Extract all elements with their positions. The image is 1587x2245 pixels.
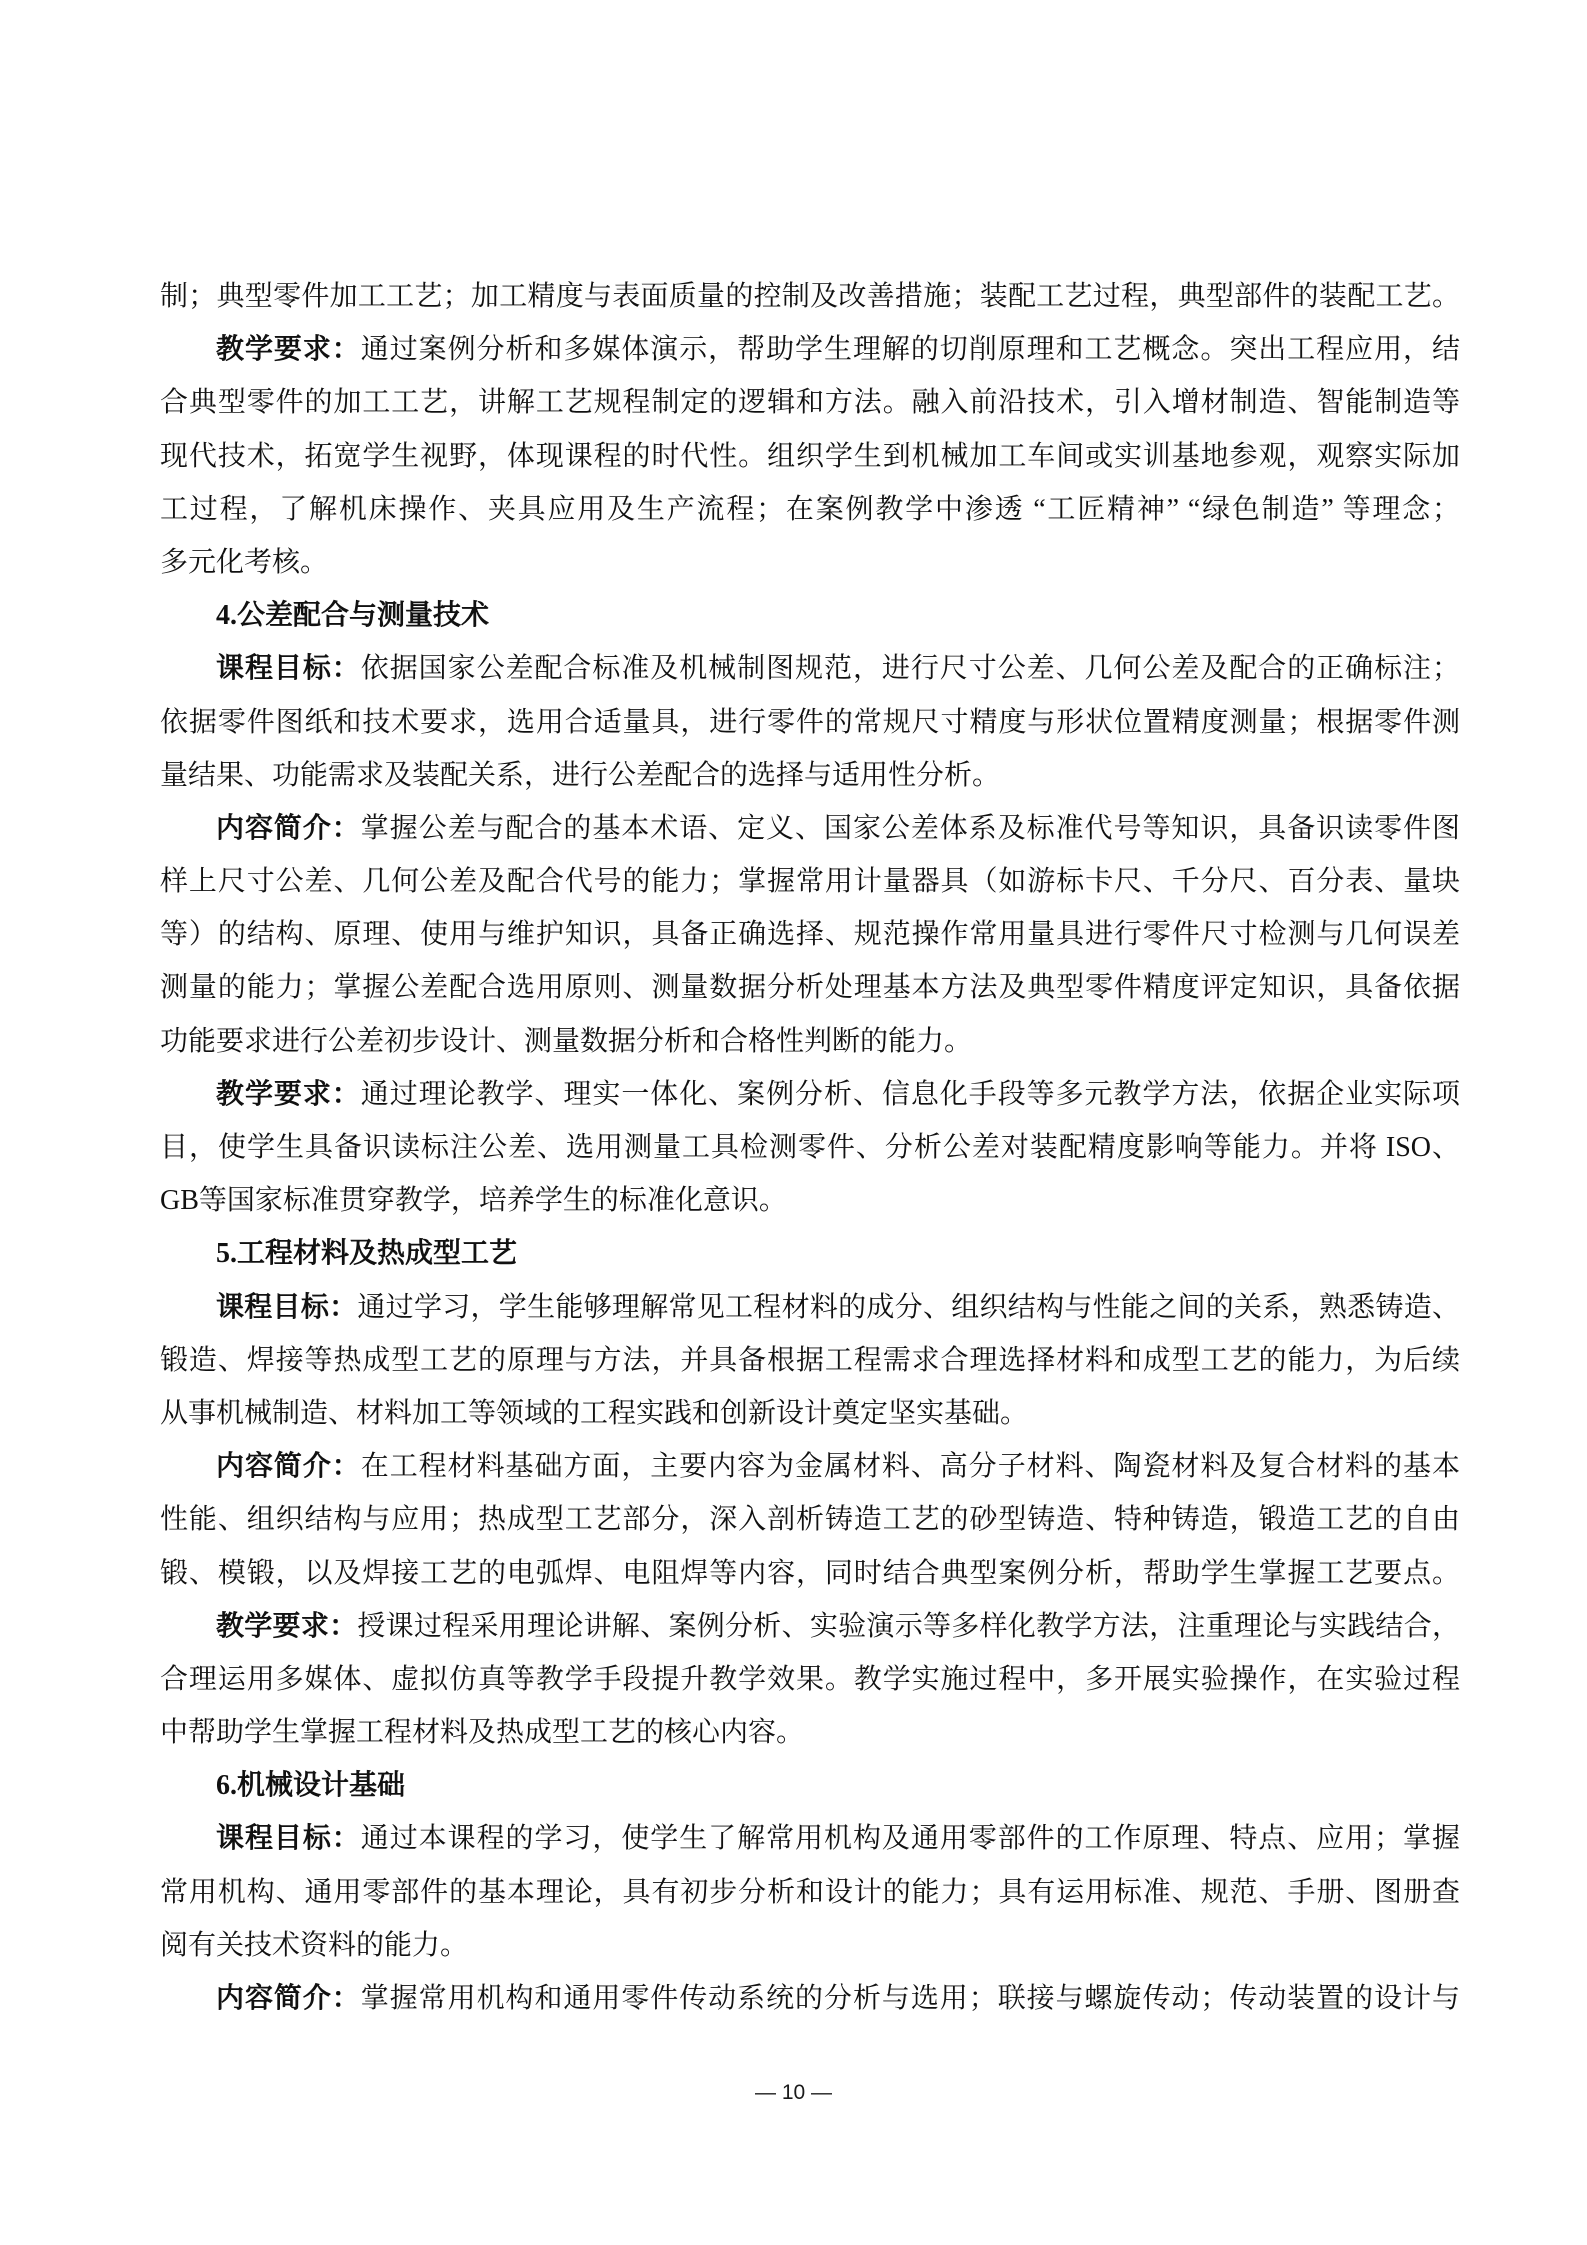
text-line: [160, 1174, 1460, 1227]
text-line: [160, 1972, 1460, 2025]
text-run: 锻造、焊接等热成型工艺的原理与方法，并具备根据工程需求合理选择材料和成型工艺的能力，为后续: [160, 1344, 1460, 1376]
text-line: [160, 1600, 1460, 1653]
text-run: 通过学习，学生能够理解常见工程材料的成分、组织结构与性能之间的关系，熟悉铸造、: [357, 1291, 1460, 1323]
text-line: [160, 1015, 1460, 1068]
text-line: [160, 1812, 1460, 1865]
text-run: 目，使学生具备识读标注公差、选用测量工具检测零件、分析公差对装配精度影响等能力。并将 ISO、: [160, 1132, 1460, 1163]
text-run: 工过程，了解机床操作、夹具应用及生产流程；在案例教学中渗透 “工匠精神” “绿色制造” 等理念；: [160, 493, 1460, 525]
text-line: [160, 1334, 1460, 1387]
bold-run: 教学要求：: [216, 1078, 361, 1110]
text-run: 功能要求进行公差初步设计、测量数据分析和合格性判断的能力。: [160, 1025, 973, 1057]
text-run: 性能、组织结构与应用；热成型工艺部分，深入剖析铸造工艺的砂型铸造、特种铸造，锻造工艺的自由: [160, 1504, 1460, 1536]
text-run: 常用机构、通用零部件的基本理论，具有初步分析和设计的能力；具有运用标准、规范、手册、图册查: [160, 1876, 1460, 1908]
text-line: [160, 1706, 1460, 1759]
text-run: 合典型零件的加工工艺，讲解工艺规程制定的逻辑和方法。融入前沿技术，引入增材制造、智能制造等: [160, 387, 1460, 419]
text-run: 在工程材料基础方面，主要内容为金属材料、高分子材料、陶瓷材料及复合材料的基本: [360, 1451, 1460, 1483]
page-number: — 10 —: [754, 2081, 833, 2104]
text-run: 多元化考核。: [160, 546, 329, 578]
text-line: [160, 1919, 1460, 1972]
bold-run: 教学要求：: [216, 334, 361, 366]
text-run: 合理运用多媒体、虚拟仿真等教学手段提升教学效果。教学实施过程中，多开展实验操作，在实验过程: [160, 1663, 1460, 1695]
text-run: 掌握常用机构和通用零件传动系统的分析与选用；联接与螺旋传动；传动装置的设计与: [360, 1983, 1460, 2014]
text-run: 依据国家公差配合标准及机械制图规范，进行尺寸公差、几何公差及配合的正确标注；: [360, 653, 1460, 685]
bold-run: 内容简介：: [216, 812, 361, 844]
document-body: [160, 270, 1460, 2025]
text-line: [160, 696, 1460, 749]
text-line: [160, 376, 1460, 429]
bold-run: 课程目标：: [216, 653, 361, 685]
text-line: [160, 1493, 1460, 1546]
text-run: 通过本课程的学习，使学生了解常用机构及通用零部件的工作原理、特点、应用；掌握: [360, 1823, 1460, 1855]
text-line: [160, 802, 1460, 855]
text-line: [160, 1121, 1460, 1174]
text-run: 现代技术，拓宽学生视野，体现课程的时代性。组织学生到机械加工车间或实训基地参观，观察实际加: [160, 440, 1460, 472]
bold-run: 课程目标：: [216, 1291, 358, 1323]
text-run: 制；典型零件加工工艺；加工精度与表面质量的控制及改善措施；装配工艺过程，典型部件的装配工艺。: [160, 281, 1460, 312]
text-run: 阅有关技术资料的能力。: [160, 1929, 469, 1961]
text-run: 等）的结构、原理、使用与维护知识，具备正确选择、规范操作常用量具进行零件尺寸检测与几何误差: [160, 919, 1460, 951]
bold-run: 内容简介：: [216, 1983, 361, 2014]
text-run: 通过案例分析和多媒体演示，帮助学生理解的切削原理和工艺概念。突出工程应用，结: [360, 334, 1460, 366]
section-heading: [160, 1227, 1460, 1280]
bold-run: 教学要求：: [216, 1610, 358, 1642]
section-heading: [160, 1759, 1460, 1812]
bold-run: 6.机械设计基础: [216, 1770, 406, 1802]
text-run: 依据零件图纸和技术要求，选用合适量具，进行零件的常规尺寸精度与形状位置精度测量；根据零件测: [160, 706, 1460, 738]
text-line: [160, 1387, 1460, 1440]
text-run: 授课过程采用理论讲解、案例分析、实验演示等多样化教学方法，注重理论与实践结合，: [357, 1610, 1460, 1642]
text-run: 从事机械制造、材料加工等领域的工程实践和创新设计奠定坚实基础。: [160, 1397, 1029, 1429]
text-run: 测量的能力；掌握公差配合选用原则、测量数据分析处理基本方法及典型零件精度评定知识，具备依据: [160, 972, 1460, 1004]
bold-run: 课程目标：: [216, 1823, 361, 1855]
text-run: 量结果、功能需求及装配关系，进行公差配合的选择与适用性分析。: [160, 759, 1001, 791]
bold-run: 4.公差配合与测量技术: [216, 600, 490, 632]
text-line: [160, 1440, 1460, 1493]
text-line: [160, 483, 1460, 536]
text-line: [160, 1068, 1460, 1121]
text-line: [160, 270, 1460, 323]
text-run: GB等国家标准贯穿教学，培养学生的标准化意识。: [160, 1185, 787, 1217]
text-run: 中帮助学生掌握工程材料及热成型工艺的核心内容。: [160, 1717, 805, 1749]
text-line: [160, 642, 1460, 695]
text-line: [160, 908, 1460, 961]
text-run: 通过理论教学、理实一体化、案例分析、信息化手段等多元教学方法，依据企业实际项: [360, 1078, 1460, 1110]
text-line: [160, 749, 1460, 802]
section-heading: [160, 589, 1460, 642]
text-line: [160, 961, 1460, 1014]
text-line: [160, 1866, 1460, 1919]
text-line: [160, 430, 1460, 483]
bold-run: 5.工程材料及热成型工艺: [216, 1238, 518, 1270]
text-line: [160, 1547, 1460, 1600]
text-line: [160, 1653, 1460, 1706]
text-line: [160, 536, 1460, 589]
text-line: [160, 855, 1460, 908]
text-line: [160, 323, 1460, 376]
text-line: [160, 1281, 1460, 1334]
text-run: 锻、模锻，以及焊接工艺的电弧焊、电阻焊等内容，同时结合典型案例分析，帮助学生掌握工艺要点。: [160, 1557, 1460, 1589]
text-run: 样上尺寸公差、几何公差及配合代号的能力；掌握常用计量器具（如游标卡尺、千分尺、百分表、量块: [160, 866, 1460, 898]
bold-run: 内容简介：: [216, 1451, 361, 1483]
text-run: 掌握公差与配合的基本术语、定义、国家公差体系及标准代号等知识，具备识读零件图: [360, 812, 1460, 844]
